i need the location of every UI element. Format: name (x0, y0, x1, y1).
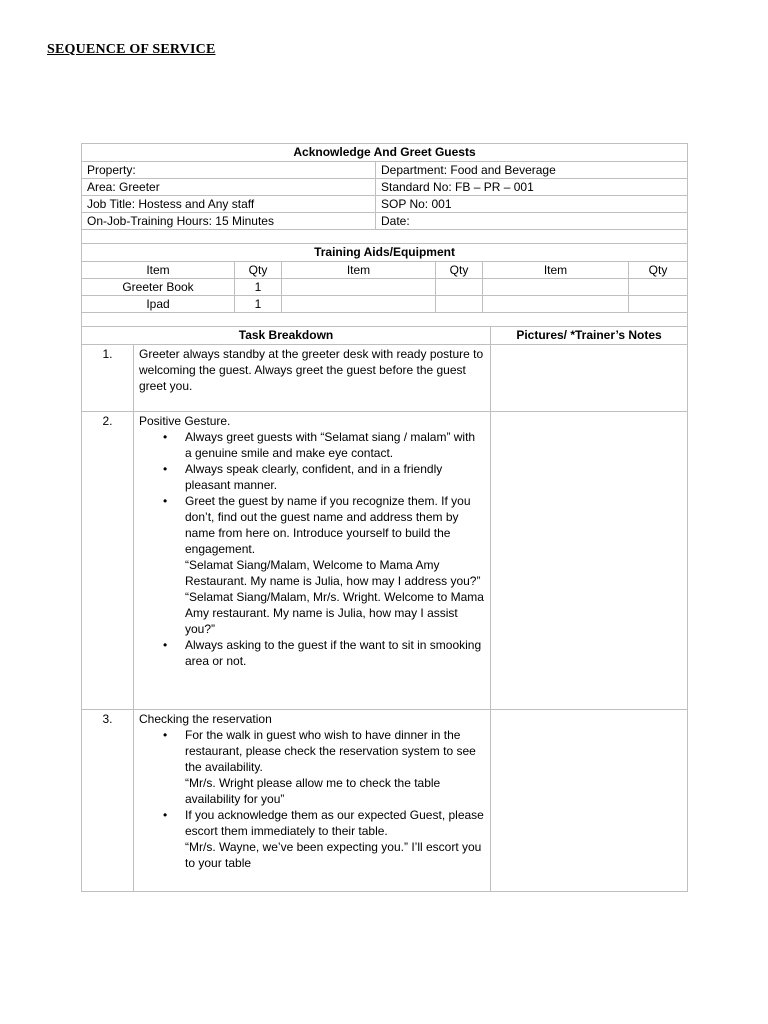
task-row (82, 412, 688, 710)
sample-script: “Mr/s. Wayne, we’ve been expecting you.” I’ll escort you to your table (185, 840, 482, 870)
task-row (82, 710, 688, 892)
sop-document (81, 143, 687, 892)
empty-cell (483, 296, 629, 313)
empty-cell (483, 279, 629, 296)
form-title: Acknowledge And Greet Guests (82, 144, 688, 162)
col-header-item: Item (282, 262, 436, 279)
bullet-list (139, 429, 485, 557)
task-description (134, 412, 491, 710)
task-text: Greeter always standby at the greeter desk with ready posture to welcoming the guest. Always greet the guest before the guest greet you. (139, 347, 484, 393)
equipment-qty: 1 (235, 279, 282, 296)
job-title-field: Job Title: Hostess and Any staff (82, 196, 376, 213)
bullet-list (139, 727, 485, 775)
equipment-item: Ipad (82, 296, 235, 313)
list-item: • Always greet guests with “Selamat siang / malam” with a genuine smile and make eye contact. (185, 429, 485, 461)
empty-cell (282, 279, 436, 296)
training-hours-field: On-Job-Training Hours: 15 Minutes (82, 213, 376, 230)
task-description (134, 345, 491, 412)
task-heading: Positive Gesture. (139, 414, 231, 428)
empty-cell (282, 296, 436, 313)
table-row (82, 296, 688, 313)
spacer-row (82, 230, 688, 244)
list-item: • For the walk in guest who wish to have dinner in the restaurant, please check the reservation system to see the availability. (185, 727, 485, 775)
area-field: Area: Greeter (82, 179, 376, 196)
training-aids-table (81, 243, 688, 327)
property-field: Property: (82, 162, 376, 179)
task-number: 2. (82, 412, 134, 710)
trainer-notes-title: Pictures/ *Trainer’s Notes (491, 327, 688, 345)
col-header-qty: Qty (629, 262, 688, 279)
list-item: • Always asking to the guest if the want to sit in smooking area or not. (185, 637, 485, 669)
list-item: • Greet the guest by name if you recognize them. If you don’t, find out the guest name and address them by name from here on. Introduce yourself to build the engagement. (185, 493, 485, 557)
sample-script: “Mr/s. Wright please allow me to check the table availability for you” (185, 776, 441, 806)
empty-cell (436, 296, 483, 313)
spacer-row (82, 313, 688, 327)
list-item: • If you acknowledge them as our expected Guest, please escort them immediately to their table. (185, 807, 485, 839)
bullet-list (139, 637, 485, 669)
task-heading: Checking the reservation (139, 712, 272, 726)
task-breakdown-table (81, 326, 688, 892)
sop-no-field: SOP No: 001 (376, 196, 688, 213)
bullet-list (139, 807, 485, 839)
sample-script: “Selamat Siang/Malam, Mr/s. Wright. Welcome to Mama Amy restaurant. My name is Julia, how may I assist you?” (185, 590, 484, 636)
list-item: • Always speak clearly, confident, and in a friendly pleasant manner. (185, 461, 485, 493)
empty-cell (629, 279, 688, 296)
department-field: Department: Food and Beverage (376, 162, 688, 179)
trainer-notes-cell (491, 710, 688, 892)
col-header-qty: Qty (436, 262, 483, 279)
page-title: SEQUENCE OF SERVICE (47, 42, 216, 57)
equipment-qty: 1 (235, 296, 282, 313)
trainer-notes-cell (491, 412, 688, 710)
task-number: 3. (82, 710, 134, 892)
training-aids-title: Training Aids/Equipment (82, 244, 688, 262)
task-breakdown-title: Task Breakdown (82, 327, 491, 345)
table-row (82, 279, 688, 296)
col-header-item: Item (483, 262, 629, 279)
sample-script: “Selamat Siang/Malam, Welcome to Mama Amy Restaurant. My name is Julia, how may I address you?” (185, 558, 481, 588)
sop-header-table (81, 143, 688, 244)
task-row (82, 345, 688, 412)
col-header-qty: Qty (235, 262, 282, 279)
empty-cell (629, 296, 688, 313)
col-header-item: Item (82, 262, 235, 279)
equipment-item: Greeter Book (82, 279, 235, 296)
task-number: 1. (82, 345, 134, 412)
date-field: Date: (376, 213, 688, 230)
standard-no-field: Standard No: FB – PR – 001 (376, 179, 688, 196)
empty-cell (436, 279, 483, 296)
trainer-notes-cell (491, 345, 688, 412)
task-description (134, 710, 491, 892)
